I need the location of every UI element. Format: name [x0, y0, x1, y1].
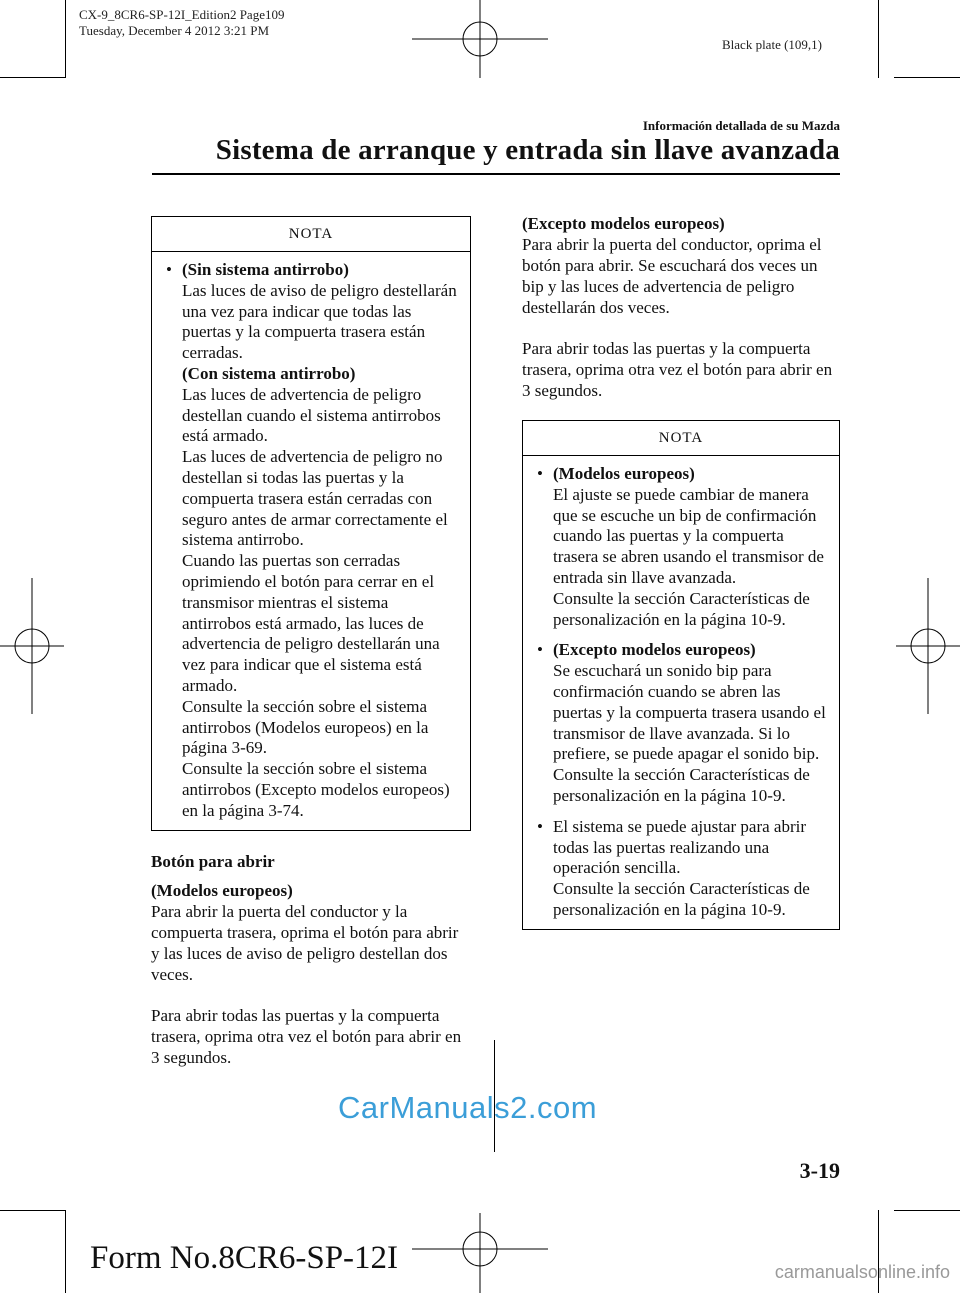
bullet-dot-icon: •	[537, 464, 543, 483]
form-number: Form No.8CR6-SP-12I	[90, 1240, 399, 1276]
note-line: Consulte la sección sobre el sistema antirrobos (Excepto modelos europeos) en la página 3-74.	[182, 759, 450, 820]
note-line: (Con sistema antirrobo)	[182, 363, 356, 383]
bullet-dot-icon: •	[166, 260, 172, 279]
registration-mark-top-icon	[412, 0, 548, 78]
page-number: 3-19	[799, 1158, 840, 1183]
registration-mark-right-icon	[896, 578, 960, 714]
crop-mark-bottom-left-h	[0, 1210, 66, 1211]
note-line: El sistema se puede ajustar para abrir todas las puertas realizando una operación sencilla.	[553, 816, 807, 878]
crop-mark-top-right-v	[878, 0, 879, 78]
note-bullet-item	[535, 817, 829, 921]
paragraph: Para abrir la puerta del conductor, oprima el botón para abrir. Se escuchará dos veces un bip y las luces de advertencia de peligro destellarán dos veces.	[522, 235, 822, 317]
paragraph: Para abrir todas las puertas y la compuerta trasera, oprima otra vez el botón para abrir en 3 segundos.	[151, 1005, 462, 1067]
note-box-right	[522, 420, 840, 930]
subsection-european: (Modelos europeos)	[151, 880, 293, 900]
paragraph: Para abrir la puerta del conductor y la compuerta trasera, oprima el botón para abrir y las luces de aviso de peligro destellan dos veces.	[151, 901, 459, 984]
note-line: Consulte la sección sobre el sistema antirrobos (Modelos europeos) en la página 3-69.	[182, 696, 429, 758]
bullet-dot-icon: •	[537, 640, 543, 660]
note-bullet-item	[164, 260, 460, 822]
note-line: El ajuste se puede cambiar de manera que se escuche un bip de confirmación cuando las puertas y la compuerta trasera se abren usando el transmisor de entrada sin llave avanzada.	[553, 484, 824, 587]
note-bullet-item	[535, 640, 829, 806]
note-line: Consulte la sección Características de personalización en la página 10-9.	[553, 879, 810, 919]
note-box-left	[151, 216, 471, 831]
crop-mark-top-left-h	[0, 77, 66, 78]
paragraph: Para abrir todas las puertas y la compuerta trasera, oprima otra vez el botón para abrir en 3 segundos.	[522, 339, 833, 400]
bullet-dot-icon: •	[537, 816, 543, 836]
corner-watermark-link[interactable]: carmanualsonline.info	[774, 1262, 950, 1282]
crop-mark-bottom-right-h	[894, 1210, 960, 1211]
slug-line-1: CX-9_8CR6-SP-12I_Edition2 Page109	[79, 7, 285, 22]
subheading-unlock-button: Botón para abrir	[151, 851, 275, 871]
note-body-right	[523, 456, 839, 929]
note-line: Consulte la sección Características de personalización en la página 10-9.	[553, 588, 810, 629]
note-line: (Excepto modelos europeos)	[553, 640, 756, 660]
right-body	[522, 213, 842, 401]
registration-mark-left-icon	[0, 578, 64, 714]
note-heading: NOTA	[152, 217, 470, 252]
note-body-left	[152, 252, 470, 830]
header-rule	[152, 173, 840, 175]
print-slug	[79, 7, 284, 39]
registration-mark-bottom-icon	[412, 1213, 548, 1293]
crop-mark-top-left-v	[65, 0, 66, 78]
slug-line-2: Tuesday, December 4 2012 3:21 PM	[79, 23, 270, 38]
note-bullet-item	[535, 464, 829, 630]
note-line: (Modelos europeos)	[553, 464, 695, 483]
subsection-non-european: (Excepto modelos europeos)	[522, 214, 725, 233]
left-body	[151, 851, 471, 1068]
section-label: Información detallada de su Mazda	[642, 118, 840, 133]
note-line: Las luces de aviso de peligro destellarán una vez para indicar que todas las puertas y la compuerta trasera están cerradas.	[182, 280, 457, 363]
crop-mark-bottom-left-v	[65, 1210, 66, 1293]
note-line: Las luces de advertencia de peligro destellan cuando el sistema antirrobos está armado.	[182, 384, 441, 446]
note-line: Cuando las puertas son cerradas oprimiendo el botón para cerrar en el transmisor mientras el sistema antirrobos está armado, las luces de advertencia de peligro destellarán una vez para indicar que el sistema está armado.	[182, 551, 440, 695]
note-line: Consulte la sección Características de personalización en la página 10-9.	[553, 765, 810, 805]
watermark-link[interactable]: CarManuals2.com	[338, 1090, 598, 1125]
note-line: Las luces de advertencia de peligro no destellan si todas las puertas y la compuerta trasera están cerradas con seguro antes de armar correctamente el sistema antirrobo.	[182, 447, 448, 550]
note-line: Se escuchará un sonido bip para confirmación cuando se abren las puertas y la compuerta trasera usando el transmisor de llave avanzada. Si lo prefiere, se puede apagar el sonido bip.	[553, 661, 826, 764]
note-heading: NOTA	[523, 421, 839, 456]
left-column	[151, 216, 471, 1088]
page-title: Sistema de arranque y entrada sin llave avanzada	[215, 134, 840, 166]
crop-mark-top-right-h	[894, 77, 960, 78]
note-line: (Sin sistema antirrobo)	[182, 260, 349, 279]
black-plate-label: Black plate (109,1)	[722, 37, 822, 52]
right-column	[522, 213, 842, 930]
